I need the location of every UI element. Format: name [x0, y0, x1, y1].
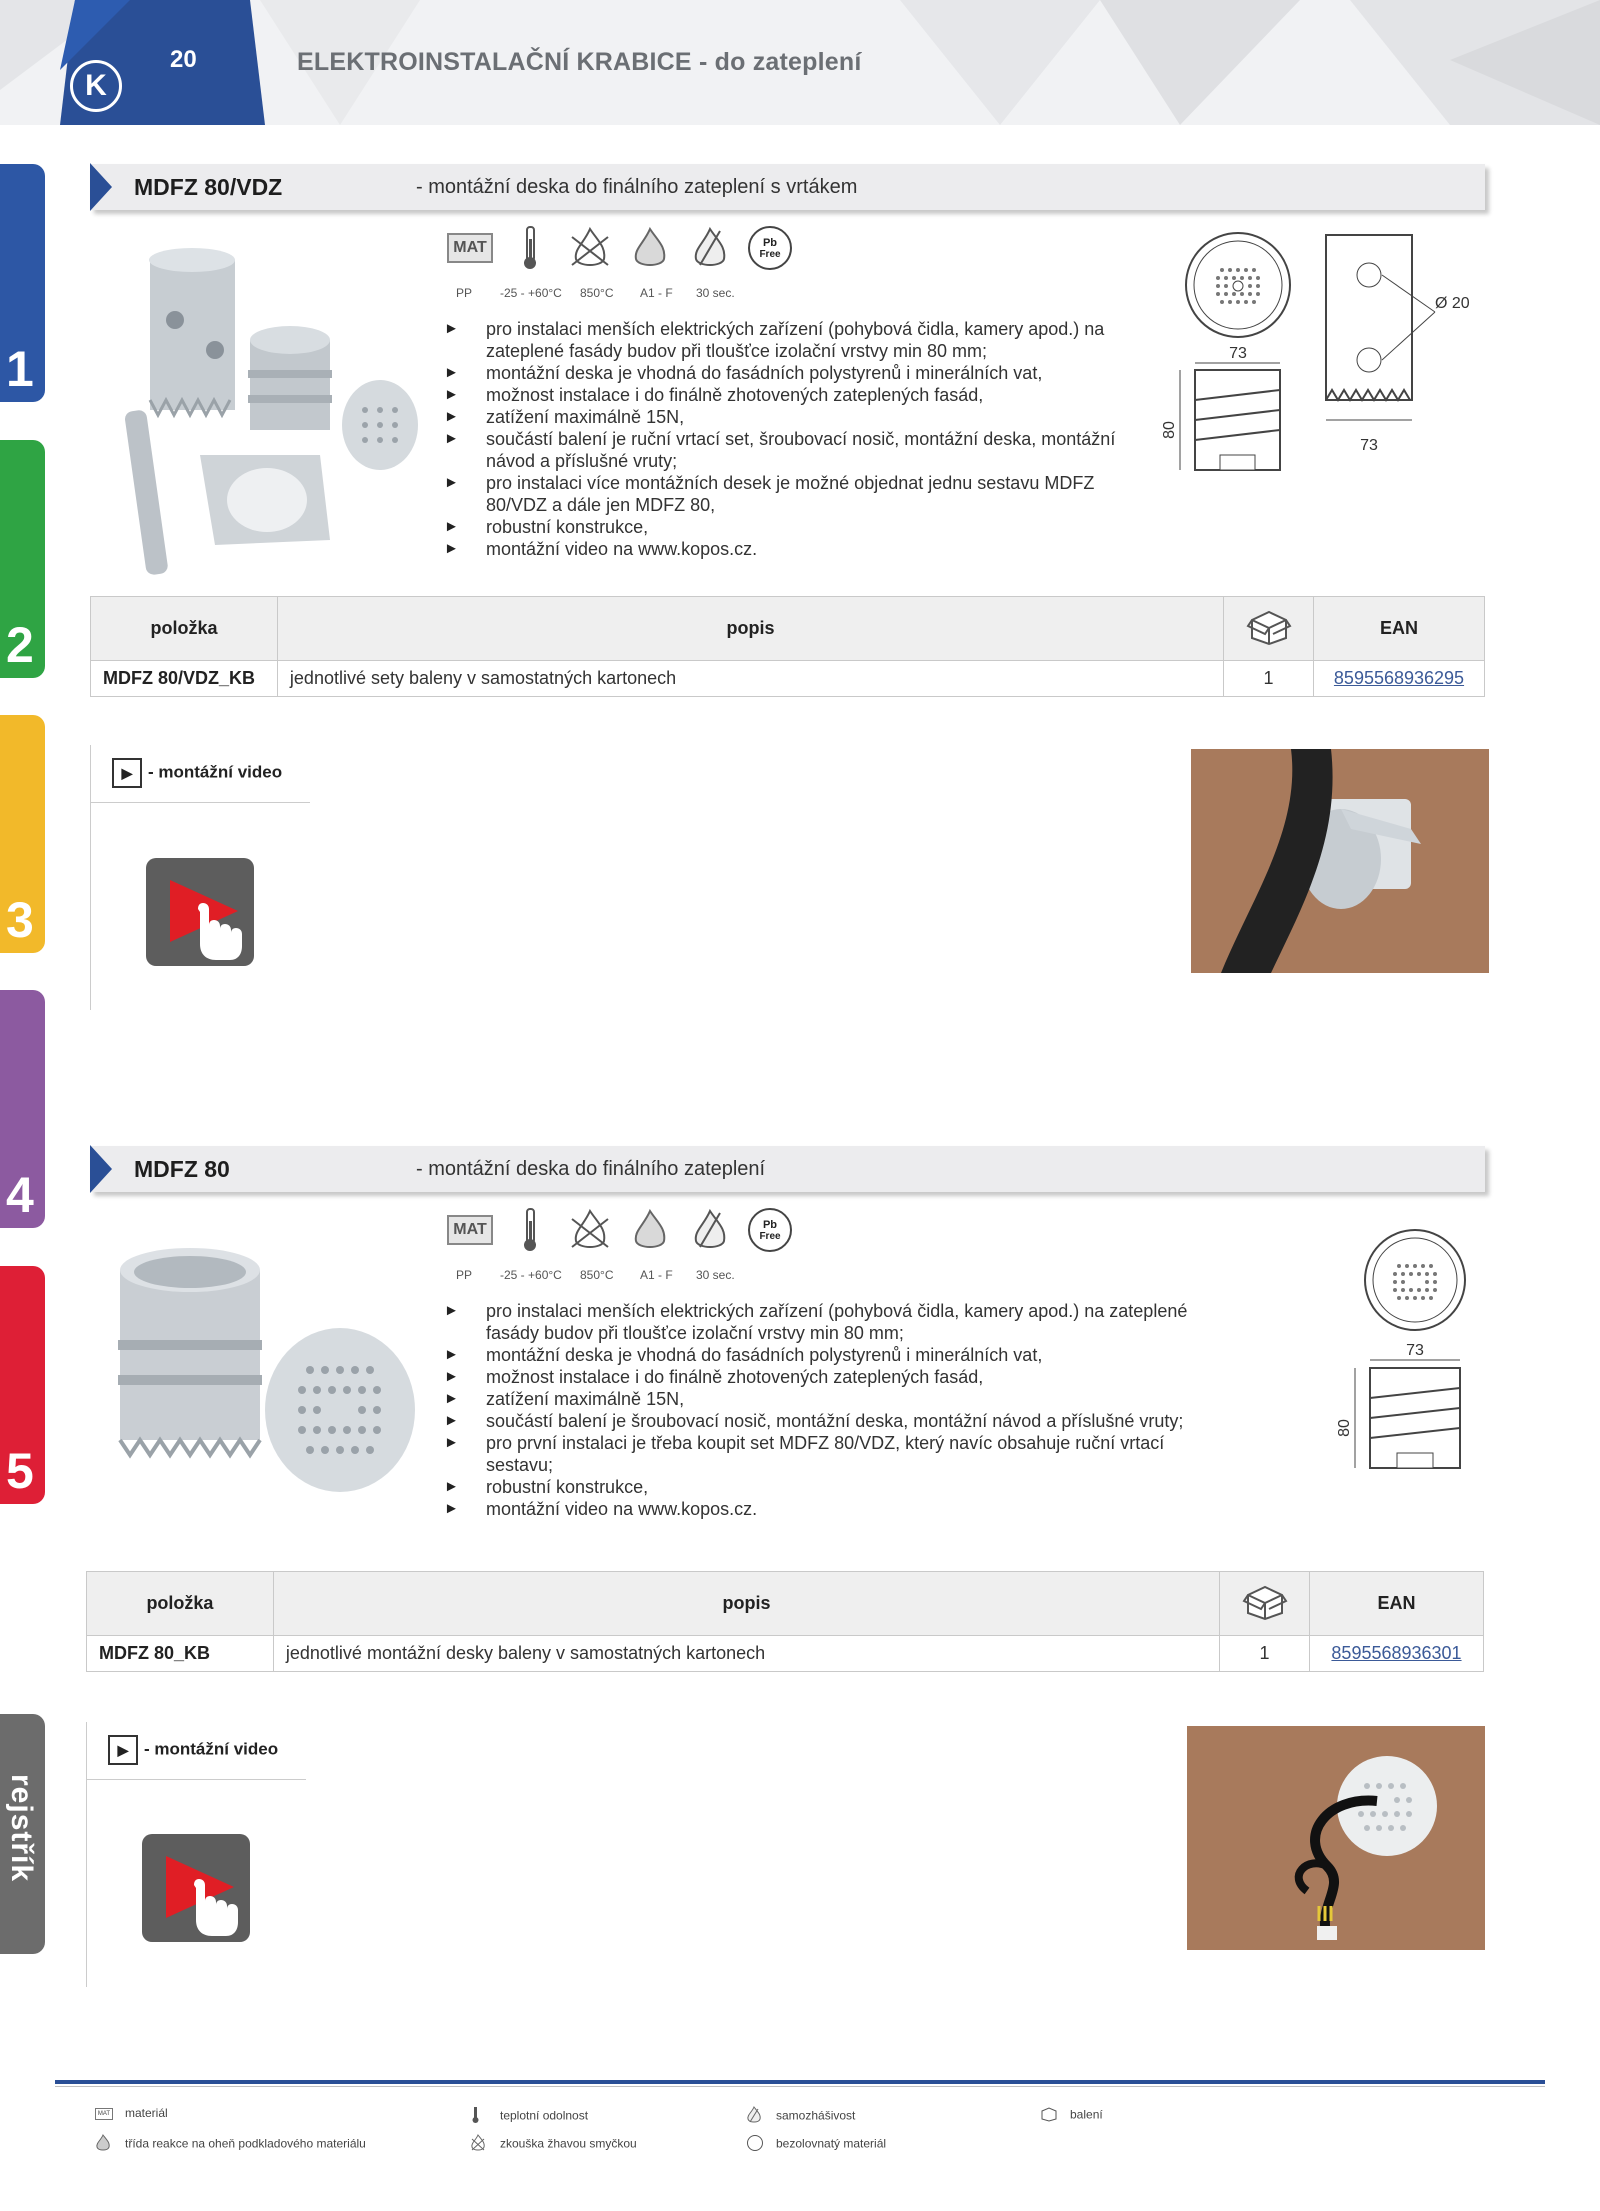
svg-text:73: 73: [1360, 437, 1378, 454]
ean-link[interactable]: 8595568936301: [1310, 1636, 1484, 1672]
video-label-text: - montážní video: [144, 1739, 279, 1759]
section-arrow-icon: [90, 163, 112, 211]
svg-text:Free: Free: [759, 1231, 781, 1242]
table-row: [91, 661, 1485, 697]
list-item: ► pro instalaci menších elektrických zařízení (pohybová čidla, kamery apod.) na zateplené fasády budov při tloušťce izolační vrstvy min 80 mm;: [444, 1300, 1224, 1344]
table-header-row: [91, 597, 1485, 661]
cell-description: jednotlivé sety baleny v samostatných kartonech: [277, 661, 1223, 697]
temperature-value: -25 - +60°C: [500, 286, 562, 300]
svg-text:73: 73: [1229, 345, 1247, 362]
column-header-item: položka: [87, 1572, 274, 1636]
glow-wire-icon: [560, 224, 620, 272]
list-item: ► možnost instalace i do finálně zhotovených zateplených fasád,: [444, 1366, 1224, 1388]
list-item: ► pro instalaci menších elektrických zařízení (pohybová čidla, kamery apod.) na zateplené fasády budov při tloušťce izolační vrstvy min 80 mm;: [444, 318, 1144, 362]
index-tab[interactable]: [0, 1714, 45, 1954]
column-header-description: popis: [273, 1572, 1219, 1636]
feature-list: [444, 318, 1144, 560]
legend-packing: [1040, 2106, 1103, 2125]
glow-wire-value: 850°C: [580, 1268, 614, 1282]
list-item: ► robustní konstrukce,: [444, 516, 1144, 538]
chapter-tab-label: 1: [6, 341, 34, 397]
cell-item: MDFZ 80_KB: [87, 1636, 274, 1672]
product-table: [86, 1571, 1484, 1672]
column-header-packing: [1224, 597, 1314, 661]
list-item: ► montážní video na www.kopos.cz.: [444, 1498, 1224, 1520]
table-header-row: [87, 1572, 1484, 1636]
property-values: [440, 286, 800, 302]
product-description: - montážní deska do finálního zateplení s vrtákem: [416, 176, 858, 198]
fire-class-icon: [95, 2134, 113, 2155]
chapter-tab-2[interactable]: [0, 440, 45, 678]
self-extinguish-value: 30 sec.: [696, 1268, 735, 1282]
self-extinguish-icon: [746, 2106, 764, 2127]
video-label: [112, 758, 282, 788]
fire-class-icon: [620, 224, 680, 272]
svg-text:Pb: Pb: [762, 237, 778, 249]
temperature-value: -25 - +60°C: [500, 1268, 562, 1282]
footer-divider: [55, 2080, 1545, 2084]
chapter-tab-4[interactable]: [0, 990, 45, 1228]
legend-text: teplotní odolnost: [500, 2108, 589, 2123]
lead-free-icon: [740, 224, 800, 272]
column-header-packing: [1220, 1572, 1310, 1636]
material-value: PP: [456, 1268, 473, 1282]
play-icon: ▶: [112, 758, 142, 788]
thermometer-icon: [500, 1206, 560, 1254]
cell-quantity: 1: [1224, 661, 1314, 697]
legend-text: bezolovnatý materiál: [776, 2136, 887, 2151]
table-row: [87, 1636, 1484, 1672]
chapter-tab-3[interactable]: [0, 715, 45, 953]
lead-free-icon: [746, 2134, 764, 2155]
legend-text: třída reakce na oheň podkladového materiálu: [125, 2136, 366, 2151]
column-header-description: popis: [277, 597, 1223, 661]
thermometer-icon: [500, 224, 560, 272]
column-header-ean: EAN: [1310, 1572, 1484, 1636]
svg-text:80: 80: [1161, 421, 1178, 439]
page-number: 20: [170, 46, 197, 73]
section-arrow-icon: [90, 1145, 112, 1193]
fire-class-icon: [620, 1206, 680, 1254]
lead-free-icon: [740, 1206, 800, 1254]
page-title: ELEKTROINSTALAČNÍ KRABICE - do zateplení: [297, 48, 862, 76]
video-block-border: [90, 745, 91, 1010]
legend-material: [95, 2106, 168, 2120]
play-icon: ▶: [108, 1735, 138, 1765]
list-item: ► zatížení maximálně 15N,: [444, 1388, 1224, 1410]
column-header-ean: EAN: [1314, 597, 1485, 661]
video-qr-play-button[interactable]: [140, 852, 260, 977]
product-image-mdfz80vdz: [90, 240, 430, 580]
thermometer-icon: [470, 2106, 488, 2127]
list-item: ► montážní deska je vhodná do fasádních polystyrenů i minerálních vat,: [444, 362, 1144, 384]
video-label: [108, 1735, 278, 1765]
list-item: ► montážní video na www.kopos.cz.: [444, 538, 1144, 560]
legend-text: zkouška žhavou smyčkou: [500, 2136, 637, 2151]
material-icon: MAT: [440, 1206, 500, 1254]
glow-wire-value: 850°C: [580, 286, 614, 300]
legend-fire-class: [95, 2134, 366, 2155]
video-block-border: [86, 1722, 87, 1987]
legend-lead-free: [746, 2134, 886, 2155]
index-tab-label: rejstřík: [5, 1774, 38, 1883]
product-description: - montážní deska do finálního zateplení: [416, 1158, 766, 1180]
legend-text: samozhášivost: [776, 2108, 856, 2123]
fire-class-value: A1 - F: [640, 286, 673, 300]
technical-drawing-mdfz80vdz: [1160, 230, 1480, 490]
cell-description: jednotlivé montážní desky baleny v samostatných kartonech: [273, 1636, 1219, 1672]
list-item: ► součástí balení je ruční vrtací set, šroubovací nosič, montážní deska, montážní návod a příslušné vruty;: [444, 428, 1144, 472]
svg-text:Pb: Pb: [762, 1219, 778, 1231]
video-block-divider: [86, 1779, 306, 1780]
column-header-item: položka: [91, 597, 278, 661]
ean-link[interactable]: 8595568936295: [1314, 661, 1485, 697]
self-extinguish-icon: [680, 1206, 740, 1254]
fire-class-value: A1 - F: [640, 1268, 673, 1282]
glow-wire-icon: [560, 1206, 620, 1254]
self-extinguish-icon: [680, 224, 740, 272]
list-item: ► možnost instalace i do finálně zhotovených zateplených fasád,: [444, 384, 1144, 406]
material-icon: MAT: [95, 2108, 113, 2120]
svg-text:73: 73: [1406, 1342, 1424, 1359]
list-item: ► součástí balení je šroubovací nosič, montážní deska, montážní návod a příslušné vruty;: [444, 1410, 1224, 1432]
glow-wire-icon: [470, 2134, 488, 2155]
video-block-divider: [90, 802, 310, 803]
product-name: MDFZ 80: [134, 1156, 230, 1182]
legend-glow-wire: [470, 2134, 637, 2155]
product-table: [90, 596, 1485, 697]
product-name: MDFZ 80/VDZ: [134, 174, 283, 200]
chapter-tab-1[interactable]: [0, 164, 45, 402]
chapter-tab-label: 3: [6, 892, 34, 948]
company-logo: K: [70, 60, 122, 112]
svg-text:Ø 20: Ø 20: [1435, 295, 1470, 312]
chapter-tab-label: 2: [6, 617, 34, 673]
property-icons: [440, 224, 800, 272]
technical-drawing-mdfz80: [1325, 1228, 1485, 1488]
cell-quantity: 1: [1220, 1636, 1310, 1672]
material-icon: MAT: [440, 224, 500, 272]
chapter-tab-5[interactable]: [0, 1266, 45, 1504]
video-qr-play-button[interactable]: [136, 1828, 256, 1953]
legend-text: balení: [1070, 2107, 1103, 2122]
list-item: ► zatížení maximálně 15N,: [444, 406, 1144, 428]
box-icon: [1040, 2106, 1058, 2125]
legend-text: materiál: [125, 2106, 168, 2120]
legend-temperature: [470, 2106, 588, 2127]
property-values: [440, 1268, 800, 1284]
footer-divider-thin: [55, 2086, 1545, 2087]
box-icon: [1242, 1581, 1288, 1621]
material-value: PP: [456, 286, 473, 300]
cell-item: MDFZ 80/VDZ_KB: [91, 661, 278, 697]
feature-list: [444, 1300, 1224, 1520]
video-label-text: - montážní video: [148, 762, 283, 782]
product-image-mdfz80: [110, 1240, 420, 1500]
list-item: ► robustní konstrukce,: [444, 1476, 1224, 1498]
chapter-tab-label: 5: [6, 1443, 34, 1499]
legend-self-extinguish: [746, 2106, 855, 2127]
list-item: ► pro první instalaci je třeba koupit set MDFZ 80/VDZ, který navíc obsahuje ruční vrtací sestavu;: [444, 1432, 1224, 1476]
list-item: ► pro instalaci více montážních desek je možné objednat jednu sestavu MDFZ 80/VDZ a dále jen MDFZ 80,: [444, 472, 1144, 516]
list-item: ► montážní deska je vhodná do fasádních polystyrenů i minerálních vat,: [444, 1344, 1224, 1366]
section-header-mdfz80: [90, 1146, 1485, 1192]
self-extinguish-value: 30 sec.: [696, 286, 735, 300]
installation-photo-2: [1187, 1726, 1485, 1950]
installation-photo-1: [1191, 749, 1489, 973]
svg-text:Free: Free: [759, 249, 781, 260]
box-icon: [1246, 606, 1292, 646]
property-icons: [440, 1206, 800, 1254]
svg-text:80: 80: [1336, 1419, 1353, 1437]
chapter-tab-label: 4: [6, 1167, 34, 1223]
